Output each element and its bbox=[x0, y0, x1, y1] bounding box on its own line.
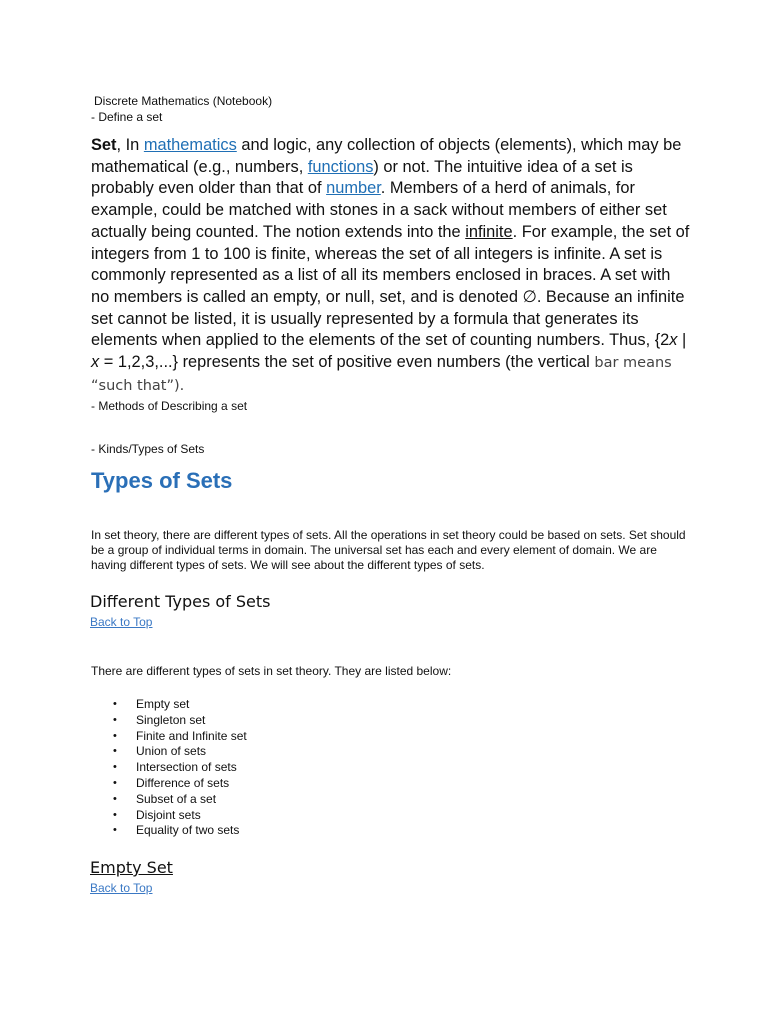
bullet-icon: • bbox=[113, 745, 117, 758]
list-item bbox=[91, 729, 247, 745]
variable-x: x bbox=[91, 353, 100, 372]
back-to-top-link[interactable]: Back to Top bbox=[90, 881, 153, 895]
list-item bbox=[91, 792, 247, 808]
variable-x: x bbox=[669, 331, 678, 350]
empty-set-heading: Empty Set bbox=[90, 858, 173, 877]
list-item bbox=[91, 744, 247, 760]
list-item bbox=[91, 823, 247, 839]
list-item-label: Disjoint sets bbox=[136, 807, 201, 822]
number-link[interactable]: number bbox=[326, 179, 381, 198]
list-item bbox=[91, 776, 247, 792]
back-to-top-link[interactable]: Back to Top bbox=[90, 615, 153, 629]
bullet-icon: • bbox=[113, 776, 117, 789]
types-list bbox=[91, 697, 247, 839]
bullet-icon: • bbox=[113, 698, 117, 710]
list-item-label: Subset of a set bbox=[136, 791, 217, 806]
definition-text: . Members of a herd of animals, for example, could be matched with stones in a sack without members of either set actually being counted. The notion extends into the bbox=[91, 179, 667, 241]
bullet-icon: • bbox=[113, 824, 117, 837]
list-item bbox=[91, 760, 247, 776]
intro-paragraph: In set theory, there are different types of sets. All the operations in set theory could be based on sets. Set should be a group of individual terms in domain. The universal set has each and every element of domain. We are having different types of sets. We will see about the different types of sets. bbox=[91, 528, 686, 573]
functions-link[interactable]: functions bbox=[307, 157, 374, 176]
bullet-icon: • bbox=[113, 792, 117, 805]
list-item-label: Singleton set bbox=[136, 712, 206, 727]
define-set-label: - Define a set bbox=[91, 110, 163, 124]
list-item-label: Finite and Infinite set bbox=[136, 728, 247, 743]
definition-text: , In bbox=[116, 136, 144, 154]
definition-text: = 1,2,3,...} represents the set of positive even numbers (the vertical bbox=[99, 353, 595, 372]
types-of-sets-heading: Types of Sets bbox=[91, 468, 233, 493]
list-item bbox=[91, 697, 247, 713]
list-item-label: Union of sets bbox=[136, 744, 207, 759]
bullet-icon: • bbox=[113, 729, 117, 742]
bullet-icon: • bbox=[113, 713, 117, 726]
definition-text-end: bar means “such that”). bbox=[91, 355, 672, 394]
set-term: Set bbox=[91, 136, 117, 154]
methods-label: - Methods of Describing a set bbox=[91, 399, 248, 413]
list-item-label: Difference of sets bbox=[136, 775, 230, 790]
list-item bbox=[91, 808, 247, 824]
different-types-heading: Different Types of Sets bbox=[90, 592, 271, 611]
set-definition-paragraph bbox=[91, 135, 691, 397]
kinds-label: - Kinds/Types of Sets bbox=[91, 442, 205, 456]
mathematics-link[interactable]: mathematics bbox=[143, 136, 237, 154]
bullet-icon: • bbox=[113, 808, 117, 821]
list-item bbox=[91, 713, 247, 729]
definition-text: . For example, the set of integers from 1 to 100 is finite, whereas the set of all integers is infinite. A set is commonly represented as a list of all its members enclosed in braces. A set with no members is called an empty, or null, set, and is denoted ∅. Because an infinite set cannot be listed, it is usually represented by a formula that generates its elements when applied to the elements of the set of counting numbers. Thus, {2 bbox=[91, 222, 690, 350]
listed-below-paragraph: There are different types of sets in set theory. They are listed below: bbox=[91, 664, 452, 678]
bullet-icon: • bbox=[113, 761, 117, 774]
list-item-label: Intersection of sets bbox=[136, 760, 237, 775]
infinite-underlined: infinite bbox=[465, 222, 513, 241]
list-item-label: Equality of two sets bbox=[136, 823, 240, 838]
list-item-label: Empty set bbox=[136, 697, 190, 711]
notebook-title: Discrete Mathematics (Notebook) bbox=[94, 94, 273, 108]
definition-text: ) or not. The intuitive idea of a set is probably even older than that of bbox=[91, 157, 633, 198]
definition-text: and logic, any collection of objects (elements), which may be mathematical (e.g., numbers, bbox=[91, 136, 682, 176]
definition-text: | bbox=[677, 331, 687, 350]
